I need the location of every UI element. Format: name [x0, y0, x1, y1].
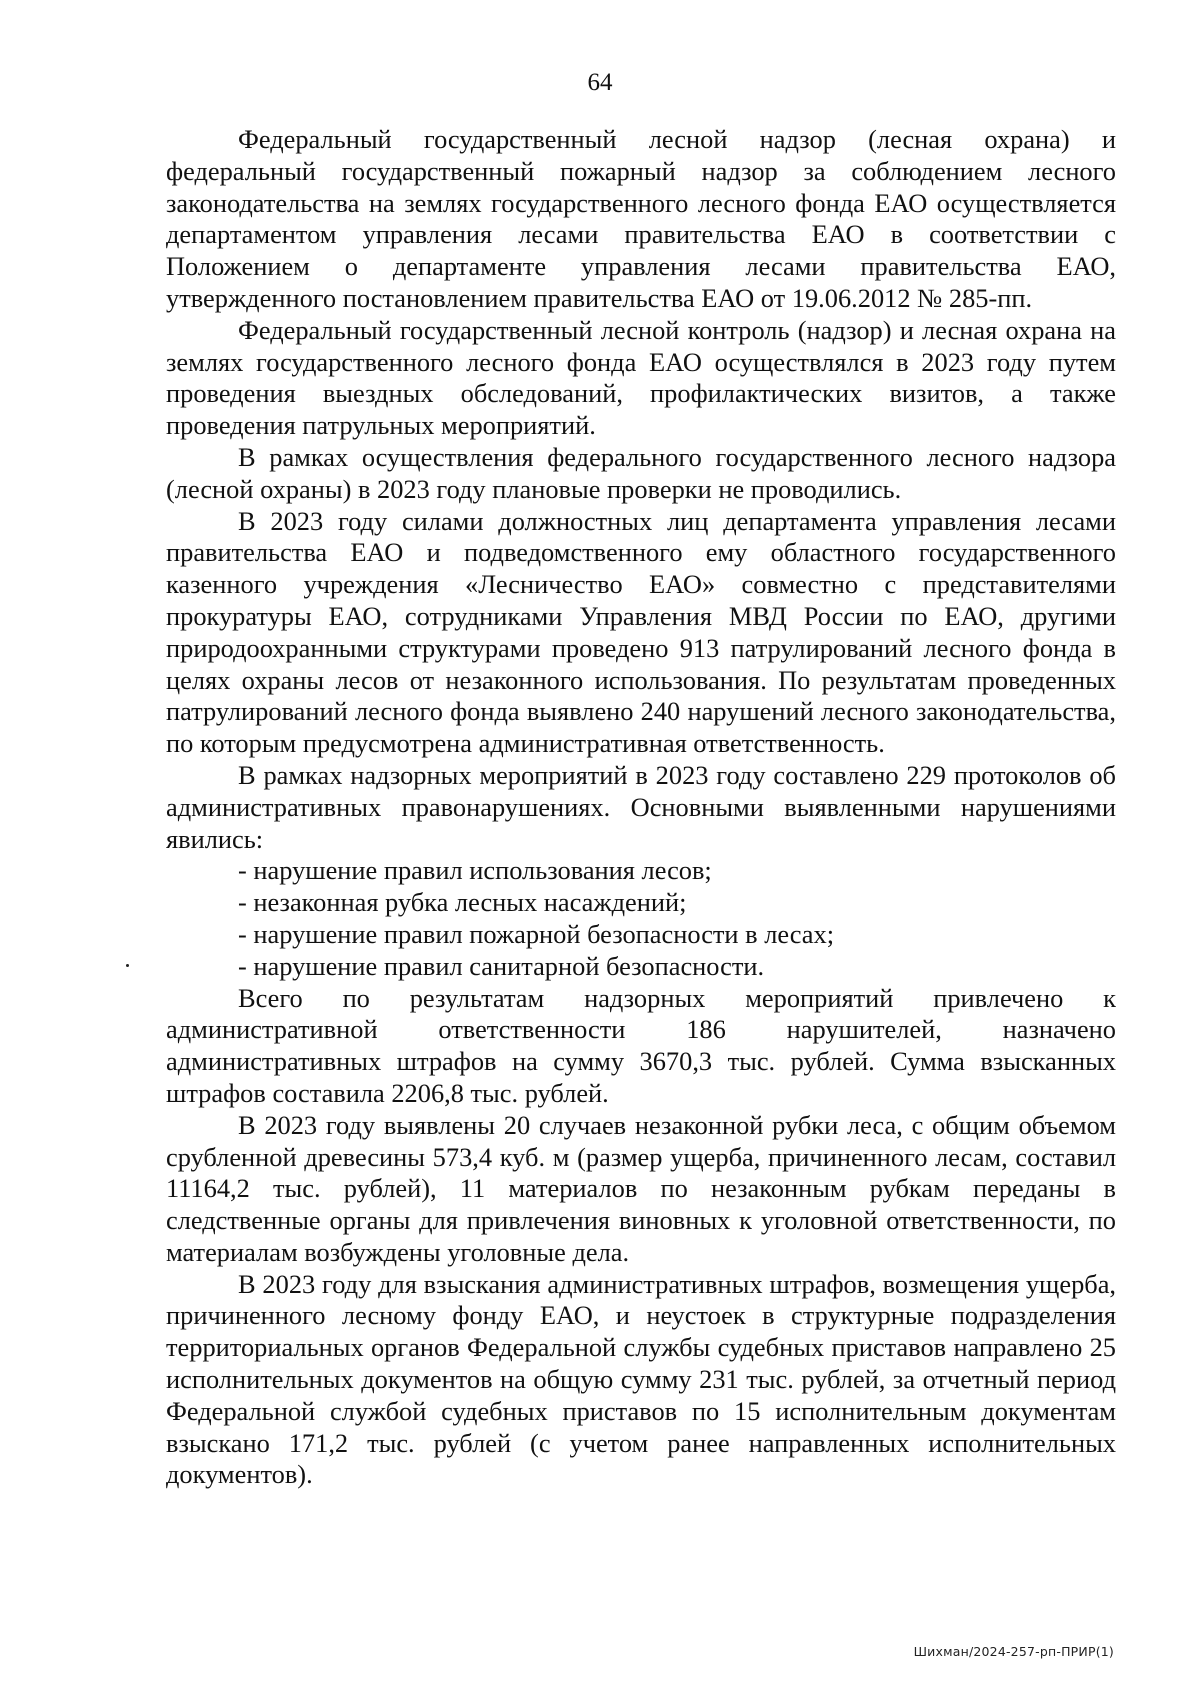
document-body — [166, 124, 1116, 1491]
scan-artifact-dot — [126, 964, 129, 967]
paragraph-planned-inspections: В рамках осуществления федерального государственного лесного надзора (лесной охраны) в 2023 году плановые проверки не проводились. — [166, 441, 1116, 504]
paragraph-protocols: В рамках надзорных мероприятий в 2023 году составлено 229 протоколов об административных правонарушениях. Основными выявленными нарушениями явились: — [166, 759, 1116, 854]
paragraph-patrols: В 2023 году силами должностных лиц департамента управления лесами правительства ЕАО и подведомственного ему областного государственного казенного учреждения «Лесничество ЕАО» совместно с представителями прокуратуры ЕАО, сотрудниками Управления МВД России по ЕАО, другими природоохранными структурами проведено 913 патрулирований лесного фонда в целях охраны лесов от незаконного использования. По результатам проведенных патрулирований лесного фонда выявлено 240 нарушений лесного законодательства, по которым предусмотрена административная ответственность. — [166, 505, 1116, 759]
list-item: - нарушение правил санитарной безопасности. — [238, 950, 765, 981]
paragraph-forest-supervision: Федеральный государственный лесной надзор (лесная охрана) и федеральный государственный пожарный надзор за соблюдением лесного законодательства на землях государственного лесного фонда ЕАО осуществляется департаментом управления лесами правительства ЕАО в соответствии с Положением о департаменте управления лесами правительства ЕАО, утвержденного постановлением правительства ЕАО от 19.06.2012 № 285-пп. — [166, 124, 1116, 313]
violations-list — [166, 855, 1116, 982]
paragraph-forest-control: Федеральный государственный лесной контроль (надзор) и лесная охрана на землях государственного лесного фонда ЕАО осуществлялся в 2023 году путем проведения выездных обследований, профилактических визитов, а также проведения патрульных мероприятий. — [166, 314, 1116, 441]
footer-document-code: Шихман/2024-257-рп-ПРИР(1) — [913, 1644, 1114, 1659]
list-item: - незаконная рубка лесных насаждений; — [238, 887, 687, 918]
list-item: - нарушение правил использования лесов; — [238, 855, 712, 886]
paragraph-fines: Всего по результатам надзорных мероприятий привлечено к административной ответственности 186 нарушителей, назначено административных штрафов на сумму 3670,3 тыс. рублей. Сумма взысканных штрафов составила 2206,8 тыс. рублей. — [166, 982, 1116, 1108]
paragraph-illegal-logging: В 2023 году выявлены 20 случаев незаконной рубки леса, с общим объемом срубленной древесины 573,4 куб. м (размер ущерба, причиненного лесам, составил 11164,2 тыс. рублей), 11 материалов по незаконным рубкам переданы в следственные органы для привлечения виновных к уголовной ответственности, по материалам возбуждены уголовные дела. — [166, 1109, 1116, 1267]
list-item: - нарушение правил пожарной безопасности в лесах; — [238, 918, 835, 949]
paragraph-bailiffs: В 2023 году для взыскания административных штрафов, возмещения ущерба, причиненного лесному фонду ЕАО, и неустоек в структурные подразделения территориальных органов Федеральной службы судебных приставов направлено 25 исполнительных документов на общую сумму 231 тыс. рублей, за отчетный период Федеральной службой судебных приставов по 15 исполнительным документам взыскано 171,2 тыс. рублей (с учетом ранее направленных исполнительных документов). — [166, 1268, 1116, 1490]
page-number: 64 — [587, 69, 613, 96]
